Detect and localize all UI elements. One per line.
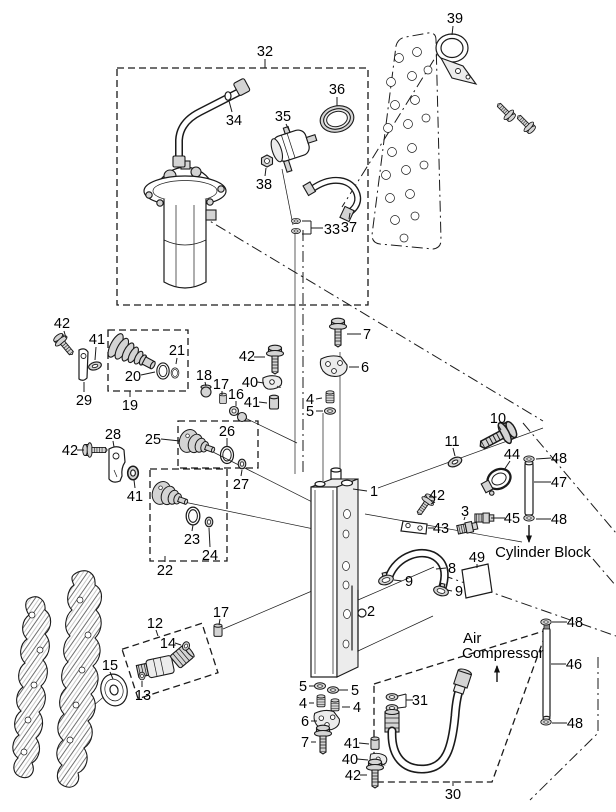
part-label-23: 23 [183,532,201,548]
part-label-42: 42 [53,316,71,332]
oring-21 [171,368,179,378]
fitting-3 [457,521,479,535]
bolt-42b [267,345,284,374]
leader-line [209,528,210,547]
washer-5a [324,408,335,414]
leader-line [394,580,402,581]
bushing-41d [371,737,379,749]
cap-17b [214,624,222,636]
washer-33a [291,218,300,223]
part-label-45: 45 [503,511,521,527]
part-label-7: 7 [362,327,372,343]
ring-48c [541,619,551,625]
leader-line [357,759,368,760]
hose-30 [385,668,472,769]
bolt-7b [315,725,332,754]
clamp-44 [479,465,515,497]
grommet-4b [317,695,325,707]
bracket-40a [263,376,282,389]
part-label-46: 46 [565,657,583,673]
part-label-42: 42 [238,349,256,365]
grommet-4c [331,699,339,711]
ring-27 [238,459,246,469]
part-label-14: 14 [159,636,177,652]
part-label-47: 47 [550,475,568,491]
leader-line [259,402,267,403]
nut-17a [220,393,227,403]
part-label-36: 36 [328,82,346,98]
part-label-41: 41 [243,395,261,411]
part-label-25: 25 [144,432,162,448]
part-label-21: 21 [168,343,186,359]
washer-5c [327,687,338,693]
part-label-9: 9 [404,574,414,590]
part-label-22: 22 [156,563,174,579]
grommet-41c [128,466,139,479]
ring-13 [139,672,145,680]
part-label-48: 48 [550,451,568,467]
part-label-16: 16 [227,387,245,403]
plate-49 [462,564,492,598]
part-label-15: 15 [101,658,119,674]
hose-8 [389,553,445,589]
part-label-42: 42 [428,488,446,504]
part-label-18: 18 [195,368,213,384]
part-label-41: 41 [343,736,361,752]
leader-line [359,743,369,744]
part-label-1: 1 [369,484,379,500]
part-label-3: 3 [460,504,470,520]
part-label-29: 29 [75,393,93,409]
fuel-pump [144,161,226,288]
part-label-19: 19 [121,398,139,414]
part-label-27: 27 [232,477,250,493]
leader-line [316,398,322,399]
part-label-4: 4 [298,696,308,712]
part-label-5: 5 [350,683,360,699]
parts [13,33,551,788]
part-label-2: 2 [366,604,376,620]
annotation-air: Air [463,630,482,647]
fuel-filter-35 [267,120,324,175]
bracket-6a [320,356,347,377]
oring-23 [186,507,200,525]
part-label-26: 26 [218,424,236,440]
clamp-ring-39 [436,34,538,136]
part-label-30: 30 [444,787,462,803]
leader-line [161,439,180,441]
part-label-6: 6 [360,360,370,376]
washer-5b [314,683,325,689]
part-label-39: 39 [446,11,464,27]
regulator-25 [176,427,218,461]
bolt-42a [51,331,78,359]
part-label-7: 7 [300,735,310,751]
part-label-48: 48 [566,716,584,732]
fuel-rail-1 [311,468,358,677]
part-label-33: 33 [323,222,341,238]
part-label-28: 28 [104,427,122,443]
leader-line [134,480,135,488]
fitting-18 [201,385,211,397]
cap-36 [317,102,356,135]
part-label-20: 20 [124,369,142,385]
part-label-44: 44 [503,447,521,463]
part-label-12: 12 [146,616,164,632]
oring-26 [221,447,234,464]
nut-38 [262,155,273,167]
washer-33b [291,228,300,233]
regulator-22 [149,479,191,513]
bolt-42e [367,759,384,788]
washer-11 [447,455,463,469]
leader-line [265,168,266,176]
part-label-5: 5 [298,679,308,695]
annotation-cylinder-block: Cylinder Block [495,544,591,561]
pipe-46 [543,623,550,720]
part-label-17: 17 [212,377,230,393]
leader-line [192,525,193,531]
part-label-17: 17 [212,605,230,621]
bracket-43 [401,521,427,534]
part-label-42: 42 [61,443,79,459]
oring-20 [157,363,169,379]
bolt-42d [83,443,107,457]
part-label-35: 35 [274,109,292,125]
ring-24 [205,517,213,527]
part-label-41: 41 [88,332,106,348]
fitting-45 [475,513,494,523]
leader-line [241,470,242,476]
part-label-11: 11 [444,434,460,450]
part-label-42: 42 [344,768,362,784]
part-label-41: 41 [126,489,144,505]
leader-line [229,101,232,112]
annotation-compressor: Compressor [462,645,544,662]
part-label-4: 4 [352,700,362,716]
leader-line [398,707,406,708]
ring-48a [524,456,534,462]
part-label-48: 48 [566,615,584,631]
bolt-7a [330,318,347,347]
part-label-49: 49 [468,550,486,566]
part-label-32: 32 [256,44,274,60]
grommet-4a [326,391,334,403]
part-label-5: 5 [305,404,315,420]
part-label-6: 6 [300,714,310,730]
part-label-40: 40 [341,752,359,768]
part-label-34: 34 [225,113,243,129]
part-label-9: 9 [454,584,464,600]
washer-15 [97,671,130,709]
leader-line [536,458,551,459]
ring-48d [541,719,551,725]
part-label-8: 8 [447,561,457,577]
bracket-29 [79,349,88,380]
part-label-24: 24 [201,548,219,564]
ring-48b [524,515,534,521]
part-label-40: 40 [241,375,259,391]
bracket-28 [109,447,125,482]
pipe-47 [525,461,533,515]
leader-line [398,694,406,696]
washer-41a [88,361,103,372]
part-label-10: 10 [489,411,507,427]
gasket-strips [13,571,102,787]
part-label-13: 13 [134,688,152,704]
part-label-37: 37 [340,220,358,236]
washer-31a [386,694,398,701]
part-label-38: 38 [255,177,273,193]
part-label-43: 43 [432,521,450,537]
leader-line [141,372,155,375]
part-label-4: 4 [305,392,315,408]
part-label-31: 31 [411,693,429,709]
leader-line [95,347,96,360]
part-label-48: 48 [550,512,568,528]
bushing-41b [270,395,279,409]
